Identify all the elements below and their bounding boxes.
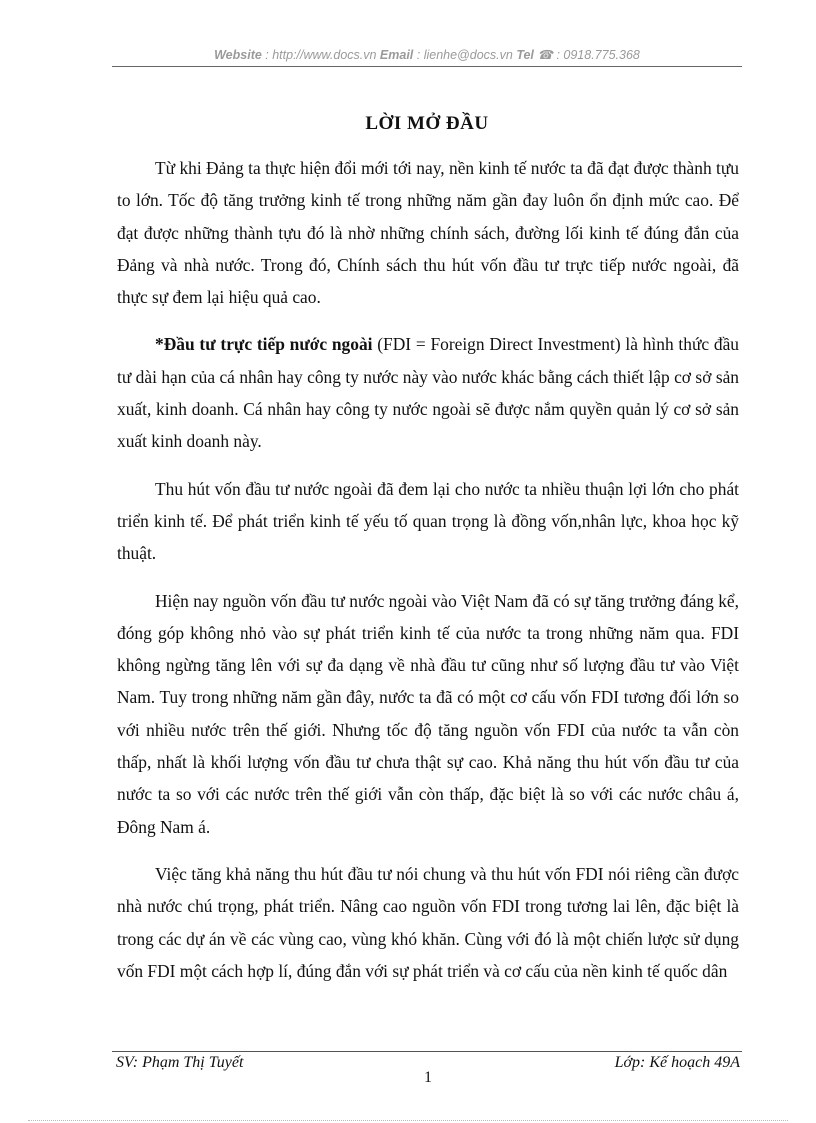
paragraph-intro: Từ khi Đảng ta thực hiện đổi mới tới nay, nền kinh tế nước ta đã đạt được thành tựu to lớn. Tốc độ tăng trưởng kinh tế trong những năm gần đay luôn ổn định mức cao. Để đạt được những thành tựu đó là nhờ những chính sách, đường lối kinh tế đúng đắn của Đảng và nhà nước. Trong đó, Chính sách thu hút vốn đầu tư trực tiếp nước ngoài, đã thực sự đem lại hiệu quả cao. (117, 158, 739, 308)
definition-text: (FDI = Foreign Direct Investment) là hình thức đầu tư dài hạn của cá nhân hay công ty nước này vào nước khác bằng cách thiết lập cơ sở sản xuất, kinh doanh. Cá nhân hay công ty nước ngoài sẽ được nắm quyền quản lý cơ sở sản xuất kinh doanh này. (117, 334, 739, 452)
page-bottom-divider (28, 1120, 788, 1121)
tel-label: Tel (516, 48, 534, 62)
website-value: : http://www.docs.vn (261, 48, 380, 62)
tel-value: : 0918.775.368 (552, 48, 640, 62)
footer-student: SV: Phạm Thị Tuyết (116, 1054, 244, 1071)
paragraph-current-state: Hiện nay nguồn vốn đầu tư nước ngoài vào Việt Nam đã có sự tăng trưởng đáng kể, đóng góp không nhỏ vào sự phát triển kinh tế của nước ta trong những năm qua. FDI không ngừng tăng lên với sự đa dạng về nhà đầu tư cũng như số lượng đầu tư vào Việt Nam. Tuy trong những năm gần đây, nước ta đã có một cơ cấu vốn FDI tương đối lớn so với nhiều nước trên thế giới. Nhưng tốc độ tăng nguồn vốn FDI của nước ta vẫn còn thấp, nhất là khối lượng vốn đầu tư chưa thật sự cao. Khả năng thu hút vốn đầu tư của nước ta so với các nước trên thế giới vẫn còn thấp, đặc biệt là so với các nước châu á, Đông Nam á. (117, 590, 739, 837)
email-value: : lienhe@docs.vn (413, 48, 517, 62)
definition-term: *Đầu tư trực tiếp nước ngoài (155, 334, 373, 355)
phone-icon: ☎ (537, 48, 553, 62)
website-label: Website (214, 48, 262, 62)
paragraph-conclusion: Việc tăng khả năng thu hút đầu tư nói chung và thu hút vốn FDI nói riêng cần được nhà nước chú trọng, phát triển. Nâng cao nguồn vốn FDI trong tương lai lên, đặc biệt là trong các dự án về các vùng cao, vùng khó khăn. Cùng với đó là một chiến lược sử dụng vốn FDI một cách hợp lí, đúng đắn với sự phát triển và cơ cấu của nền kinh tế quốc dân (117, 863, 739, 981)
header-divider (112, 66, 742, 67)
footer-divider (112, 1051, 742, 1052)
page-number: 1 (424, 1069, 432, 1086)
document-body (117, 152, 739, 1002)
footer-class: Lớp: Kế hoạch 49A (614, 1054, 740, 1071)
paragraph-benefits: Thu hút vốn đầu tư nước ngoài đã đem lại cho nước ta nhiều thuận lợi lớn cho phát triển kinh tế. Để phát triển kinh tế yếu tố quan trọng là đồng vốn,nhân lực, khoa học kỹ thuật. (117, 478, 739, 564)
paragraph-definition (117, 328, 739, 457)
email-label: Email (379, 48, 414, 62)
page-header (112, 47, 742, 62)
page-title: LỜI MỞ ĐẦU (365, 113, 489, 134)
